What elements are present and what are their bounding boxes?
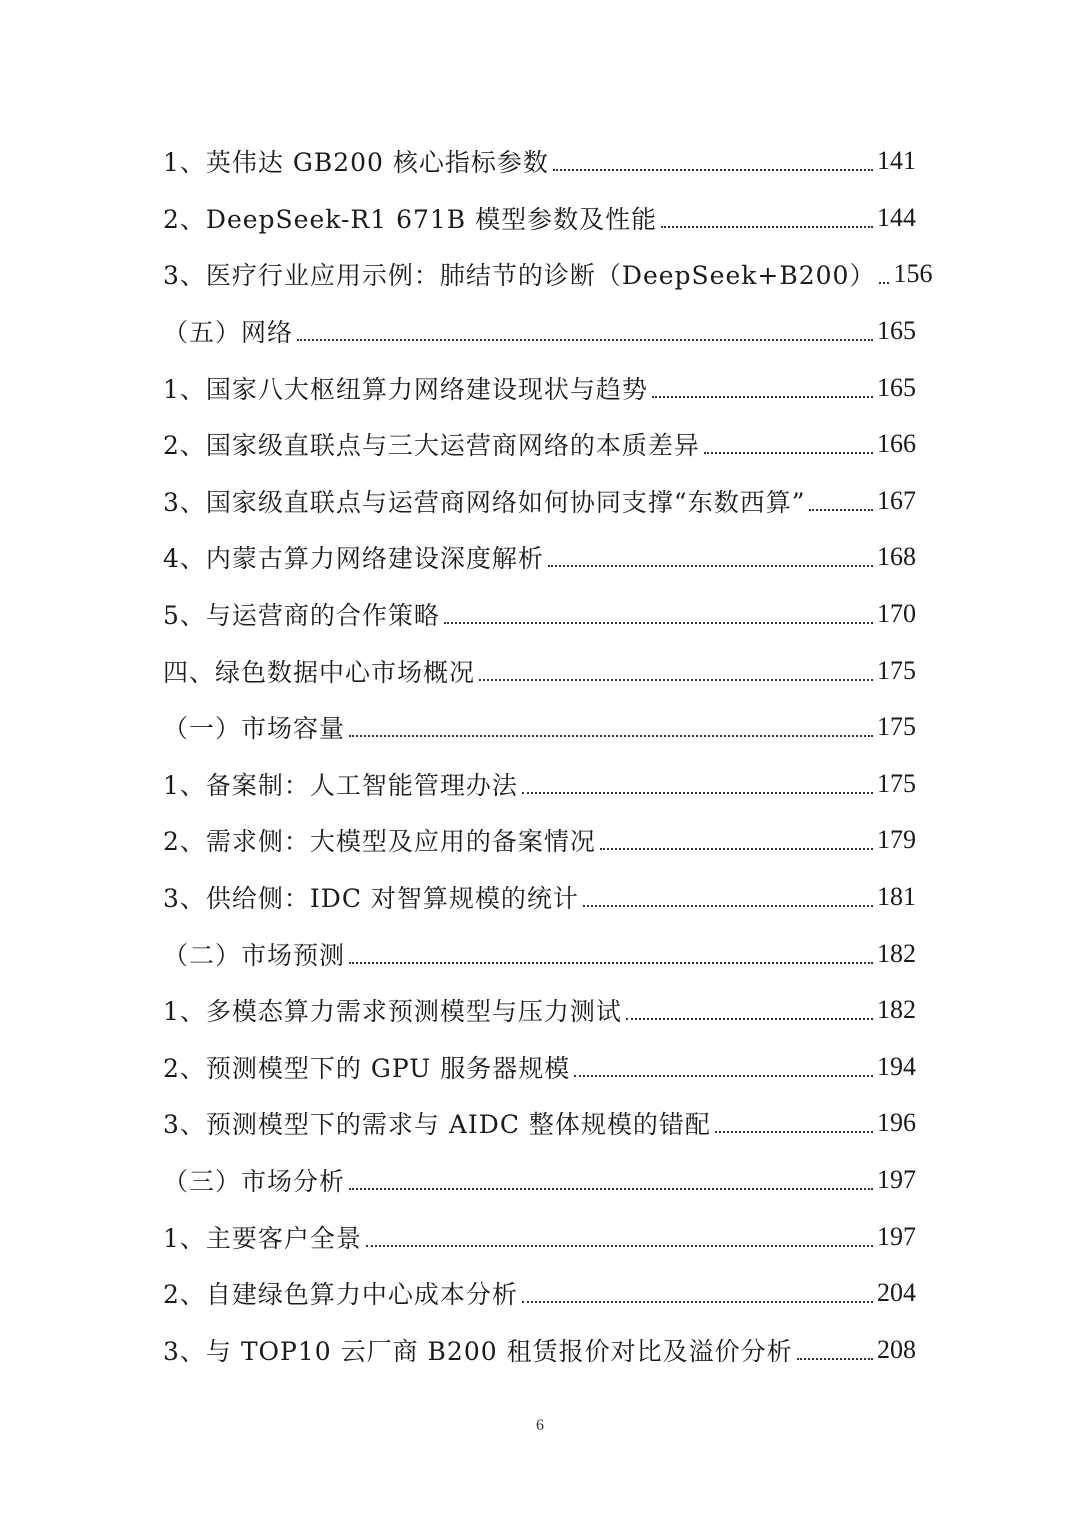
toc-dot-leader (652, 396, 873, 398)
toc-entry[interactable] (163, 529, 916, 586)
toc-entry-title: 2、DeepSeek-R1 671B 模型参数及性能 (163, 204, 658, 234)
toc-entry-page: 196 (877, 1108, 916, 1138)
toc-entry-title: （二）市场预测 (163, 940, 346, 970)
toc-entry[interactable] (163, 1208, 916, 1265)
toc-dot-leader (349, 1188, 873, 1190)
page-number: 6 (536, 1417, 544, 1434)
toc-entry-title: 3、与 TOP10 云厂商 B200 租赁报价对比及溢价分析 (163, 1336, 793, 1366)
toc-entry-page: 175 (877, 768, 916, 798)
toc-entry-title: 四、绿色数据中心市场概况 (163, 657, 476, 687)
toc-entry-page: 197 (877, 1164, 916, 1194)
toc-dot-leader (553, 169, 873, 171)
toc-dot-leader (349, 735, 873, 737)
toc-entry-page: 175 (877, 655, 916, 685)
toc-entry-title: 1、备案制：人工智能管理办法 (163, 770, 518, 800)
toc-entry-title: （一）市场容量 (163, 714, 346, 744)
toc-entry-page: 179 (877, 825, 916, 855)
toc-entry-page: 182 (877, 995, 916, 1025)
toc-entry-title: 1、主要客户全景 (163, 1223, 362, 1253)
toc-entry[interactable] (163, 925, 916, 982)
toc-entry[interactable] (163, 1152, 916, 1209)
toc-dot-leader (626, 1018, 873, 1020)
toc-entry-title: 2、国家级直联点与三大运营商网络的本质差异 (163, 431, 700, 461)
toc-dot-leader (522, 1301, 873, 1303)
toc-entry-title: （五）网络 (163, 318, 294, 348)
toc-dot-leader (444, 622, 873, 624)
toc-dot-leader (704, 452, 873, 454)
toc-entry-title: 2、需求侧：大模型及应用的备案情况 (163, 827, 596, 857)
toc-dot-leader (600, 848, 873, 850)
toc-entry-page: 204 (877, 1278, 916, 1308)
toc-entry-page: 181 (877, 882, 916, 912)
toc-entry-title: 1、国家八大枢纽算力网络建设现状与趋势 (163, 374, 648, 404)
toc-entry[interactable] (163, 812, 916, 869)
toc-entry-page: 197 (877, 1221, 916, 1251)
toc-entry-title: 3、医疗行业应用示例：肺结节的诊断（DeepSeek+B200） (163, 261, 876, 291)
toc-entry-title: 1、英伟达 GB200 核心指标参数 (163, 148, 549, 178)
toc-dot-leader (479, 679, 873, 681)
toc-entry-title: 2、自建绿色算力中心成本分析 (163, 1280, 518, 1310)
toc-entry[interactable] (163, 359, 916, 416)
toc-dot-leader (574, 1075, 873, 1077)
toc-entry[interactable] (163, 473, 916, 530)
toc-dot-leader (522, 792, 873, 794)
toc-entry[interactable] (163, 303, 916, 360)
toc-entry-page: 182 (877, 938, 916, 968)
toc-entry-page: 144 (877, 202, 916, 232)
toc-entry[interactable] (163, 1039, 916, 1096)
toc-entry-title: 2、预测模型下的 GPU 服务器规模 (163, 1053, 571, 1083)
toc-entry-page: 165 (877, 316, 916, 346)
toc-entry[interactable] (163, 416, 916, 473)
toc-dot-leader (797, 1358, 873, 1360)
toc-entry-page: 168 (877, 542, 916, 572)
toc-dot-leader (661, 226, 873, 228)
toc-entry-page: 170 (877, 599, 916, 629)
toc-dot-leader (366, 1245, 873, 1247)
toc-entry-page: 175 (877, 712, 916, 742)
toc-entry[interactable] (163, 982, 916, 1039)
toc-entry-page: 166 (877, 429, 916, 459)
toc-dot-leader (715, 1131, 873, 1133)
toc-dot-leader (349, 962, 873, 964)
toc-entry[interactable] (163, 246, 933, 303)
toc-entry-title: 3、国家级直联点与运营商网络如何协同支撑“东数西算” (163, 487, 806, 517)
toc-entry[interactable] (163, 190, 916, 247)
toc-dot-leader (879, 282, 889, 284)
toc-entry-page: 167 (877, 485, 916, 515)
toc-entry-page: 141 (877, 146, 916, 176)
toc-entry-title: （三）市场分析 (163, 1166, 346, 1196)
toc-entry-page: 165 (877, 372, 916, 402)
toc-dot-leader (809, 509, 873, 511)
toc-entry[interactable] (163, 1321, 916, 1378)
toc-entry-title: 5、与运营商的合作策略 (163, 601, 440, 631)
toc-entry[interactable] (163, 586, 916, 643)
toc-entry[interactable] (163, 1095, 916, 1152)
toc-entry-page: 194 (877, 1051, 916, 1081)
toc-entry-page: 208 (877, 1334, 916, 1364)
toc-dot-leader (548, 565, 873, 567)
toc-entry-title: 3、供给侧：IDC 对智算规模的统计 (163, 884, 579, 914)
toc-entry-title: 4、内蒙古算力网络建设深度解析 (163, 544, 544, 574)
toc-entry-title: 1、多模态算力需求预测模型与压力测试 (163, 997, 622, 1027)
toc-entry[interactable] (163, 642, 916, 699)
toc-entry[interactable] (163, 1265, 916, 1322)
toc-entry[interactable] (163, 133, 916, 190)
toc-entry[interactable] (163, 869, 916, 926)
toc-entry-title: 3、预测模型下的需求与 AIDC 整体规模的错配 (163, 1110, 711, 1140)
toc-dot-leader (297, 339, 873, 341)
table-of-contents (163, 133, 933, 1378)
toc-dot-leader (583, 905, 873, 907)
toc-entry-page: 156 (893, 259, 933, 289)
toc-entry[interactable] (163, 699, 916, 756)
toc-entry[interactable] (163, 756, 916, 813)
